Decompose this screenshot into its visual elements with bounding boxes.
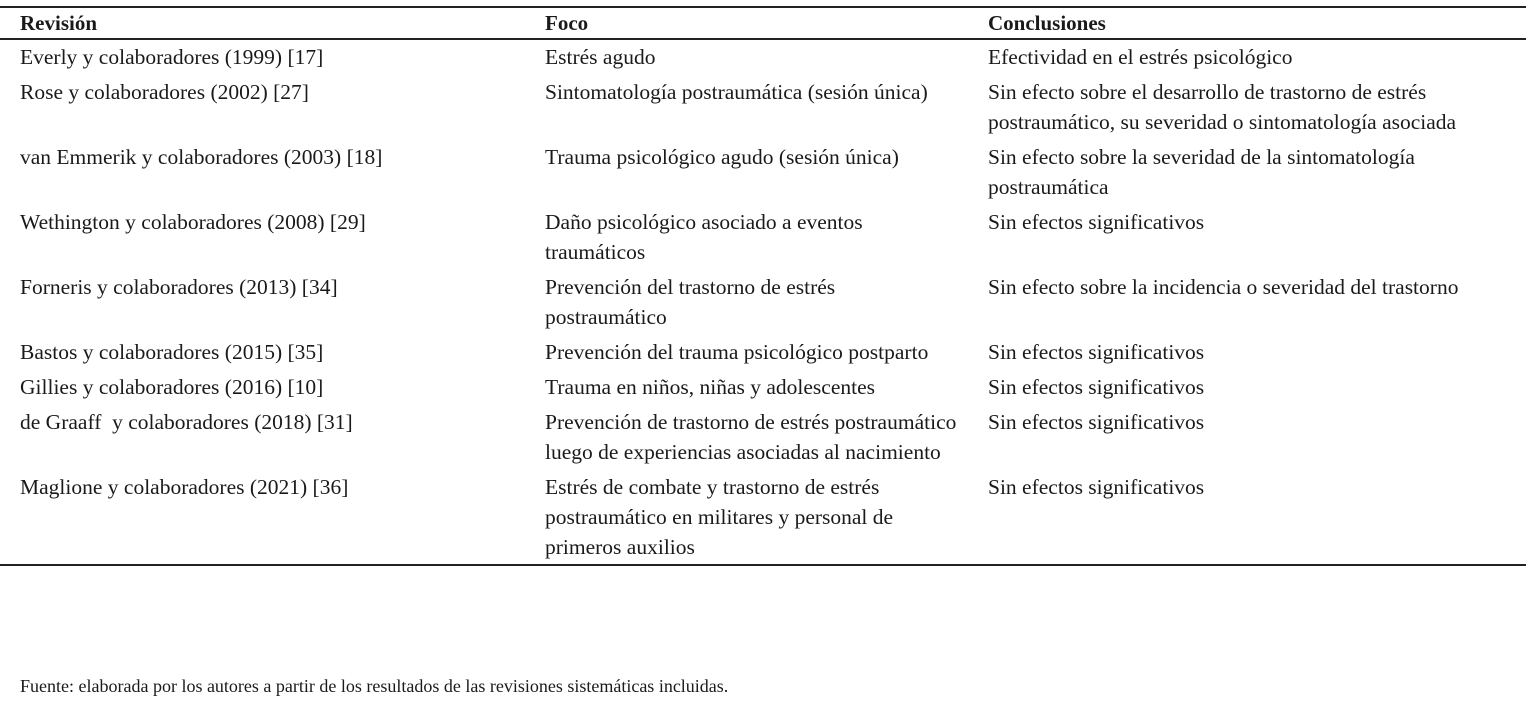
cell-foco: Estrés de combate y trastorno de estrés postraumático en militares y personal de primeros auxilios: [525, 470, 968, 565]
table-row: [0, 75, 1526, 140]
table-row: [0, 370, 1526, 405]
cell-revision: van Emmerik y colaboradores (2003) [18]: [20, 145, 383, 169]
cell-revision: Maglione y colaboradores (2021) [36]: [0, 470, 525, 565]
cell-foco: Daño psicológico asociado a eventos traumáticos: [545, 210, 863, 264]
cell-foco: Trauma en niños, niñas y adolescentes: [545, 375, 876, 399]
cell-conclusiones: Sin efectos significativos: [988, 340, 1205, 364]
cell-revision: Forneris y colaboradores (2013) [34]: [20, 275, 338, 299]
cell-revision: Bastos y colaboradores (2015) [35]: [20, 340, 324, 364]
cell-foco: Prevención de trastorno de estrés postraumático luego de experiencias asociadas al nacimiento: [545, 410, 957, 464]
table-row: [0, 140, 1526, 205]
cell-foco: Trauma psicológico agudo (sesión única): [545, 145, 899, 169]
cell-conclusiones: Sin efectos significativos: [968, 470, 1526, 565]
cell-revision: Everly y colaboradores (1999) [17]: [20, 45, 324, 69]
cell-revision: Gillies y colaboradores (2016) [10]: [20, 375, 324, 399]
cell-conclusiones: Efectividad en el estrés psicológico: [988, 45, 1293, 69]
table-row: [0, 335, 1526, 370]
review-table: [0, 6, 1526, 566]
cell-conclusiones: Sin efectos significativos: [988, 410, 1205, 434]
cell-revision: Rose y colaboradores (2002) [27]: [20, 80, 309, 104]
table-row: [0, 405, 1526, 470]
table-source-footnote: Fuente: elaborada por los autores a partir de los resultados de las revisiones sistemáticas incluidas.: [20, 676, 729, 696]
table-header-row: [0, 7, 1526, 39]
header-conclusiones: Conclusiones: [968, 7, 1526, 39]
cell-conclusiones: Sin efecto sobre el desarrollo de trastorno de estrés postraumático, su severidad o sintomatología asociada: [988, 80, 1457, 134]
table-row: [0, 470, 1526, 565]
cell-conclusiones: Sin efecto sobre la severidad de la sintomatología postraumática: [988, 145, 1415, 199]
cell-foco: Estrés agudo: [545, 45, 656, 69]
cell-foco: Prevención del trastorno de estrés postraumático: [545, 275, 836, 329]
cell-conclusiones: Sin efectos significativos: [988, 210, 1205, 234]
cell-foco: Sintomatología postraumática (sesión única): [545, 80, 928, 104]
table-row: [0, 270, 1526, 335]
cell-foco: Prevención del trauma psicológico postparto: [545, 340, 929, 364]
review-table-container: [0, 6, 1526, 566]
header-revision: Revisión: [0, 7, 525, 39]
header-foco: Foco: [525, 7, 968, 39]
cell-conclusiones: Sin efecto sobre la incidencia o severidad del trastorno: [988, 275, 1459, 299]
cell-revision: de Graaff y colaboradores (2018) [31]: [20, 410, 353, 434]
cell-conclusiones: Sin efectos significativos: [988, 375, 1205, 399]
table-row: [0, 205, 1526, 270]
cell-revision: Wethington y colaboradores (2008) [29]: [20, 210, 366, 234]
table-row: [0, 39, 1526, 75]
